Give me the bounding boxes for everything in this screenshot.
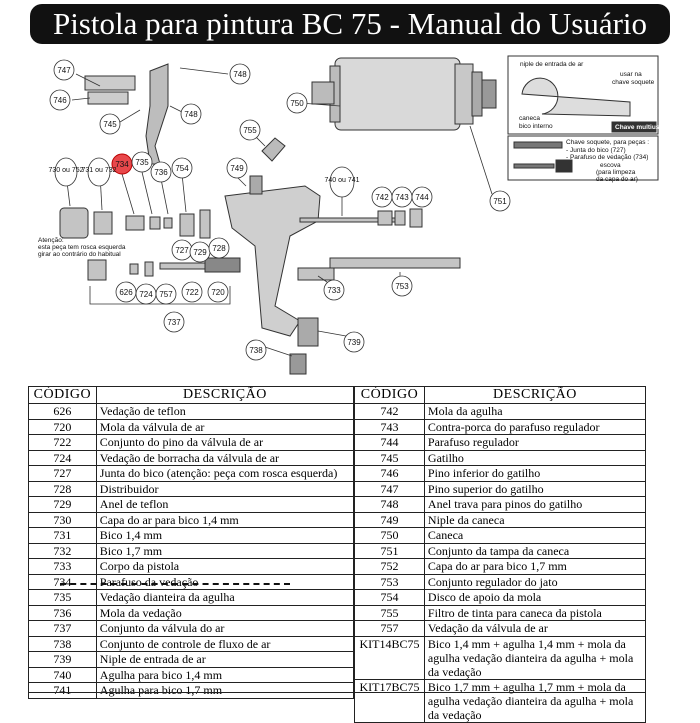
part-code: 732	[29, 543, 97, 559]
label-749: 749	[230, 164, 244, 173]
table-row	[355, 466, 646, 482]
part-description: Corpo da pistola	[96, 559, 353, 575]
header-code-left: CÓDIGO	[29, 387, 97, 404]
table-row	[355, 497, 646, 513]
part-description: Mola da vedação	[96, 605, 353, 621]
part-description: Niple da caneca	[424, 512, 645, 528]
table-row	[29, 590, 354, 606]
label-736: 736	[154, 168, 168, 177]
label-750: 750	[290, 99, 304, 108]
part-code: 748	[355, 497, 425, 513]
part-description: Distribuidor	[96, 481, 353, 497]
label-722: 722	[185, 288, 199, 297]
part-description: Conjunto da válvula do ar	[96, 621, 353, 637]
svg-text:Chave soquete, para peças :: Chave soquete, para peças :	[566, 139, 650, 146]
part-description: Bico 1,7 mm	[96, 543, 353, 559]
part-description: Agulha para bico 1,7 mm	[96, 683, 353, 699]
label-724: 724	[139, 290, 153, 299]
part-code: 729	[29, 497, 97, 513]
label-731-732: 731 ou 732	[81, 167, 117, 174]
table-row	[29, 543, 354, 559]
part-description: Disco de apoio da mola	[424, 590, 645, 606]
part-description: Pino superior do gatilho	[424, 481, 645, 497]
label-720: 720	[211, 288, 225, 297]
table-row	[355, 481, 646, 497]
svg-text:chave soquete: chave soquete	[612, 79, 655, 86]
table-row	[355, 528, 646, 544]
table-row	[355, 450, 646, 466]
part-code: 751	[355, 543, 425, 559]
part-code: 720	[29, 419, 97, 435]
table-row	[29, 512, 354, 528]
table-row	[355, 590, 646, 606]
table-row	[355, 435, 646, 451]
table-row	[29, 636, 354, 652]
part-description: Contra-porca do parafuso regulador	[424, 419, 645, 435]
label-730-752: 730 ou 752	[48, 167, 84, 174]
part-code: KIT17BC75	[355, 679, 425, 722]
part-code: 626	[29, 404, 97, 420]
part-description: Bico 1,7 mm + agulha 1,7 mm + mola da agulha vedação dianteira da agulha + mola da vedação	[424, 679, 645, 722]
table-row	[29, 559, 354, 575]
svg-text:Chave multiuso: Chave multiuso	[615, 124, 664, 131]
page-title: Pistola para pintura BC 75 - Manual do Usuário	[30, 4, 670, 44]
label-738: 738	[249, 346, 263, 355]
table-row	[29, 466, 354, 482]
label-734: 734	[115, 160, 129, 169]
table-row	[355, 679, 646, 722]
part-code: 743	[355, 419, 425, 435]
part-code: 737	[29, 621, 97, 637]
part-code: 747	[355, 481, 425, 497]
part-code: 724	[29, 450, 97, 466]
svg-text:niple de entrada de ar: niple de entrada de ar	[520, 61, 584, 68]
header-code-right: CÓDIGO	[355, 387, 425, 404]
label-733: 733	[327, 286, 341, 295]
table-row	[355, 512, 646, 528]
part-description: Conjunto do pino da válvula de ar	[96, 435, 353, 451]
part-description: Junta do bico (atenção: peça com rosca esquerda)	[96, 466, 353, 482]
header-desc-left: DESCRIÇÃO	[96, 387, 353, 404]
table-row	[355, 559, 646, 575]
table-row	[29, 621, 354, 637]
label-728: 728	[212, 244, 226, 253]
part-code: 738	[29, 636, 97, 652]
table-row	[29, 528, 354, 544]
label-753: 753	[395, 282, 409, 291]
svg-text:girar ao contrário do habitual: girar ao contrário do habitual	[38, 251, 121, 258]
table-row	[29, 574, 354, 590]
part-description: Filtro de tinta para caneca da pistola	[424, 605, 645, 621]
label-729: 729	[193, 248, 207, 257]
svg-text:caneca: caneca	[519, 115, 540, 122]
svg-text:escova: escova	[600, 162, 621, 169]
table-row	[29, 605, 354, 621]
svg-text:(para limpeza: (para limpeza	[596, 169, 636, 176]
trigger-illustration	[85, 64, 168, 164]
part-code: 730	[29, 512, 97, 528]
table-row	[355, 574, 646, 590]
part-description: Capa do ar para bico 1,4 mm	[96, 512, 353, 528]
part-code: 742	[355, 404, 425, 420]
label-748-top: 748	[233, 70, 247, 79]
svg-text:- Junta do bico (727): - Junta do bico (727)	[566, 147, 626, 154]
part-code: 755	[355, 605, 425, 621]
part-code: 749	[355, 512, 425, 528]
warning-note	[38, 237, 126, 258]
table-row	[29, 652, 354, 668]
part-description: Gatilho	[424, 450, 645, 466]
part-description: Caneca	[424, 528, 645, 544]
table-row	[29, 419, 354, 435]
part-description: Vedação dianteira da agulha	[96, 590, 353, 606]
svg-text:- Parafuso de vedação (734): - Parafuso de vedação (734)	[566, 154, 649, 161]
part-code: 757	[355, 621, 425, 637]
part-description: Capa do ar para bico 1,7 mm	[424, 559, 645, 575]
label-747: 747	[57, 66, 71, 75]
label-757: 757	[159, 290, 173, 299]
header-desc-right: DESCRIÇÃO	[424, 387, 645, 404]
table-row	[355, 636, 646, 679]
label-745: 745	[103, 120, 117, 129]
part-code: 735	[29, 590, 97, 606]
label-735: 735	[135, 158, 149, 167]
part-code: 733	[29, 559, 97, 575]
table-row	[29, 404, 354, 420]
part-code: 736	[29, 605, 97, 621]
part-code: 722	[29, 435, 97, 451]
part-code: 754	[355, 590, 425, 606]
table-row	[355, 605, 646, 621]
diagram-svg	[0, 46, 700, 386]
label-755: 755	[243, 126, 257, 135]
part-description: Agulha para bico 1,4 mm	[96, 667, 353, 683]
parts-table	[28, 386, 646, 722]
part-description: Parafuso da vedação	[96, 574, 353, 590]
table-row	[29, 435, 354, 451]
label-744: 744	[415, 193, 429, 202]
table-row	[29, 450, 354, 466]
part-code: 745	[355, 450, 425, 466]
part-description: Conjunto de controle de fluxo de ar	[96, 636, 353, 652]
part-code: 750	[355, 528, 425, 544]
part-code: 727	[29, 466, 97, 482]
part-description: Bico 1,4 mm + agulha 1,4 mm + mola da agulha vedação dianteira da agulha + mola da vedação	[424, 636, 645, 679]
part-code: 734	[29, 574, 97, 590]
cup-illustration	[312, 58, 496, 130]
table-row	[29, 481, 354, 497]
table-row	[355, 543, 646, 559]
part-description: Mola da válvula de ar	[96, 419, 353, 435]
table-row	[355, 404, 646, 420]
part-description: Vedação da válvula de ar	[424, 621, 645, 637]
part-description: Anel de teflon	[96, 497, 353, 513]
dashed-separator	[60, 583, 290, 585]
part-description: Conjunto regulador do jato	[424, 574, 645, 590]
parts-table-right	[354, 386, 646, 723]
label-748: 748	[184, 110, 198, 119]
label-743: 743	[395, 193, 409, 202]
label-754: 754	[175, 164, 189, 173]
table-row	[29, 667, 354, 683]
label-739: 739	[347, 338, 361, 347]
label-746: 746	[53, 96, 67, 105]
parts-table-left	[28, 386, 354, 699]
svg-text:bico interno: bico interno	[519, 123, 553, 130]
part-description: Parafuso regulador	[424, 435, 645, 451]
part-description: Vedação de teflon	[96, 404, 353, 420]
part-description: Vedação de borracha da válvula de ar	[96, 450, 353, 466]
svg-text:da capa do ar): da capa do ar)	[596, 176, 638, 183]
part-code: 731	[29, 528, 97, 544]
part-description: Niple de entrada de ar	[96, 652, 353, 668]
part-code: 728	[29, 481, 97, 497]
table-row	[29, 497, 354, 513]
part-code: KIT14BC75	[355, 636, 425, 679]
label-727: 727	[175, 246, 189, 255]
label-740-741: 740 ou 741	[324, 177, 360, 184]
part-code: 753	[355, 574, 425, 590]
parts-row-right	[298, 209, 460, 280]
part-code: 740	[29, 667, 97, 683]
svg-text:usar na: usar na	[620, 71, 642, 78]
part-code: 741	[29, 683, 97, 699]
part-description: Anel trava para pinos do gatilho	[424, 497, 645, 513]
svg-text:esta peça tem rosca esquerda: esta peça tem rosca esquerda	[38, 244, 126, 251]
table-row	[355, 419, 646, 435]
label-742: 742	[375, 193, 389, 202]
label-737: 737	[167, 318, 181, 327]
part-code: 746	[355, 466, 425, 482]
exploded-diagram	[0, 46, 700, 386]
table-row	[355, 621, 646, 637]
part-code: 744	[355, 435, 425, 451]
part-code: 739	[29, 652, 97, 668]
part-description: Mola da agulha	[424, 404, 645, 420]
table-bottom-rule	[28, 692, 646, 699]
label-751: 751	[493, 197, 507, 206]
part-code: 752	[355, 559, 425, 575]
svg-text:Atenção:: Atenção:	[38, 237, 64, 244]
part-description: Bico 1,4 mm	[96, 528, 353, 544]
part-description: Conjunto da tampa da caneca	[424, 543, 645, 559]
part-description: Pino inferior do gatilho	[424, 466, 645, 482]
label-626: 626	[119, 288, 133, 297]
